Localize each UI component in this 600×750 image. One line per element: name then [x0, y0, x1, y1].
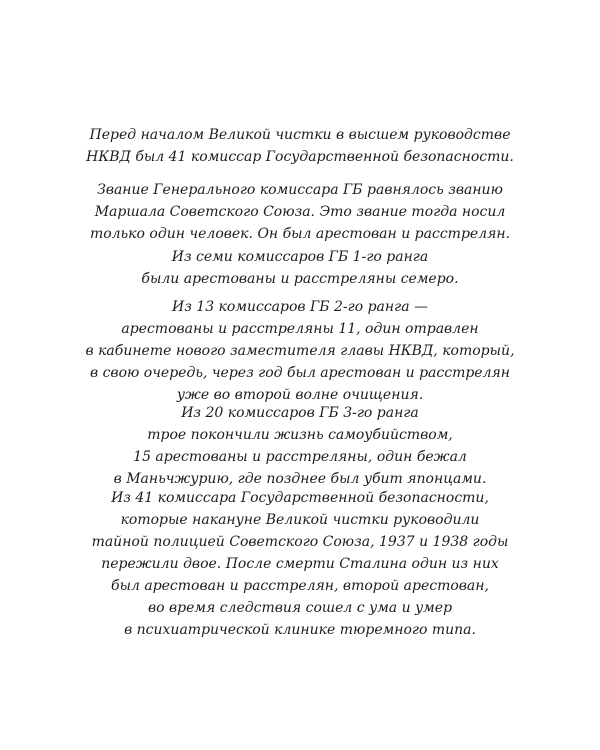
text-line: только один человек. Он был арестован и расстрелян.	[89, 226, 511, 242]
text-line: Из 41 комиссара Государственной безопасности,	[111, 490, 489, 506]
text-line: были арестованы и расстреляны семеро.	[141, 271, 459, 287]
text-line: арестованы и расстреляны 11, один отравлен	[121, 321, 479, 337]
paragraph-intro	[0, 124, 600, 168]
text-line: уже во второй волне очищения.	[176, 387, 424, 403]
text-line: трое покончили жизнь самоубийством,	[147, 427, 453, 443]
text-line: Из 20 комиссаров ГБ 3-го ранга	[181, 405, 419, 421]
text-line: в Маньчжурию, где позднее был убит японцами.	[113, 471, 487, 487]
text-line: в психиатрической клинике тюремного типа.	[124, 622, 476, 638]
text-line: в кабинете нового заместителя главы НКВД, который,	[85, 343, 515, 359]
text-line: которые накануне Великой чистки руководили	[120, 512, 480, 528]
paragraph-rank-2	[0, 296, 600, 406]
text-line: Маршала Советского Союза. Это звание тогда носил	[94, 204, 506, 220]
text-line: 15 арестованы и расстреляны, один бежал	[133, 449, 467, 465]
paragraph-general-commissar	[0, 179, 600, 245]
text-line: Перед началом Великой чистки в высшем руководстве	[89, 127, 511, 143]
paragraph-conclusion	[0, 487, 600, 641]
text-line: во время следствия сошел с ума и умер	[147, 600, 453, 616]
text-line: тайной полицией Советского Союза, 1937 и 1938 годы	[91, 534, 509, 550]
text-line: Звание Генерального комиссара ГБ равнялось званию	[97, 182, 503, 198]
text-line: Из 13 комиссаров ГБ 2-го ранга —	[172, 299, 428, 315]
text-line: был арестован и расстрелян, второй арестован,	[111, 578, 489, 594]
paragraph-rank-1	[0, 246, 600, 290]
text-line: в свою очередь, через год был арестован и расстрелян	[89, 365, 510, 381]
text-line: НКВД был 41 комиссар Государственной безопасности.	[86, 149, 514, 165]
paragraph-rank-3	[0, 402, 600, 490]
text-line: Из семи комиссаров ГБ 1-го ранга	[171, 249, 429, 265]
text-line: пережили двое. После смерти Сталина один из них	[101, 556, 499, 572]
